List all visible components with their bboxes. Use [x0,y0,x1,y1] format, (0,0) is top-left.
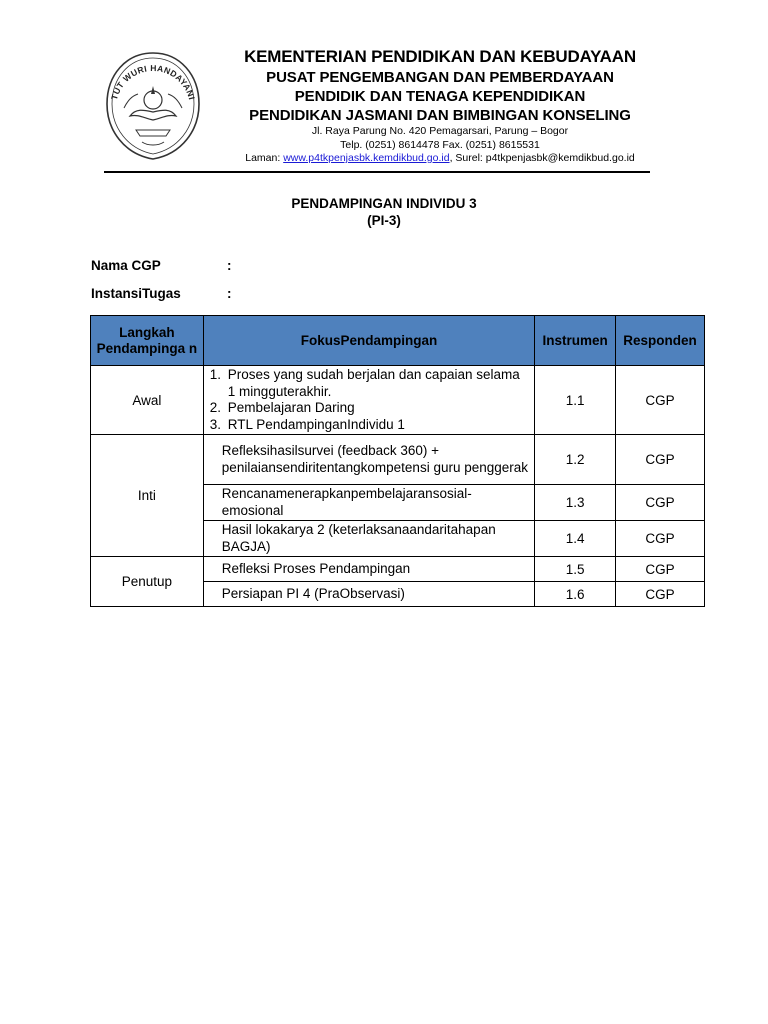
letterhead [100,40,660,174]
table-row [91,435,705,485]
center-name-line2: PENDIDIK DAN TENAGA KEPENDIDIKAN [294,88,586,105]
header-instrument: Instrumen [535,316,616,366]
table-row [91,366,705,435]
title-line2: (PI-3) [367,213,401,228]
header-respondent: Responden [616,316,705,366]
title-line1: PENDAMPINGAN INDIVIDU 3 [291,196,477,211]
focus-cell: Refleksihasilsurvei (feedback 360) + penilaiansendiritentangkompetensi guru penggerak [203,435,534,485]
focus-cell: Refleksi Proses Pendampingan [203,557,534,582]
list-item: 1. Proses yang sudah berjalan dan capaian selama 1 mingguterakhir. [209,367,520,399]
stage-penutup: Penutup [91,557,204,607]
center-name-line3: PENDIDIKAN JASMANI DAN BIMBINGAN KONSELING [249,107,631,124]
header-focus: FokusPendampingan [203,316,534,366]
instrument-cell: 1.5 [535,557,616,582]
web-prefix: Laman: [245,152,284,164]
list-item: 2. Pembelajaran Daring [209,400,355,415]
table-header-row [91,316,705,366]
letterhead-text [210,46,670,166]
focus-cell: Rencanamenerapkanpembelajaransosial-emosional [203,485,534,521]
name-label: Nama CGP [91,258,161,273]
focus-cell: Persiapan PI 4 (PraObservasi) [203,582,534,607]
respondent-cell: CGP [616,582,705,607]
ministry-name: KEMENTERIAN PENDIDIKAN DAN KEBUDAYAAN [244,47,636,66]
respondent-cell: CGP [616,521,705,557]
instrument-cell: 1.2 [535,435,616,485]
list-item: 3. RTL PendampinganIndividu 1 [209,416,405,432]
center-name-line1: PUSAT PENGEMBANGAN DAN PEMBERDAYAAN [266,69,614,86]
instrument-cell: 1.6 [535,582,616,607]
name-colon: : [227,258,232,273]
instrument-cell: 1.3 [535,485,616,521]
letterhead-rule [104,171,650,173]
svg-text:TUT WURI HANDAYANI: TUT WURI HANDAYANI [109,62,197,101]
email-text: , Surel: p4tkpenjasbk@kemdikbud.go.id [449,152,635,164]
address: Jl. Raya Parung No. 420 Pemagarsari, Parung – Bogor [311,125,569,137]
instrument-cell: 1.4 [535,521,616,557]
institution-field [91,286,232,301]
institution-label: InstansiTugas [91,286,181,301]
instrument-cell: 1.1 [535,366,616,435]
stage-awal: Awal [91,366,204,435]
focus-cell: Hasil lokakarya 2 (keterlaksanaandaritahapan BAGJA) [203,521,534,557]
respondent-cell: CGP [616,557,705,582]
institution-colon: : [227,286,232,301]
mentoring-table [90,315,705,607]
stage-inti: Inti [91,435,204,557]
respondent-cell: CGP [616,435,705,485]
table-row [91,557,705,582]
tut-wuri-handayani-logo [102,50,204,162]
focus-awal [203,366,534,435]
focus-list [210,367,528,433]
header-stage: Langkah Pendampinga n [91,316,204,366]
phone-fax: Telp. (0251) 8614478 Fax. (0251) 8615531 [340,138,540,151]
web-email-line [210,152,670,166]
respondent-cell: CGP [616,485,705,521]
respondent-cell: CGP [616,366,705,435]
document-title [0,195,768,229]
website-link[interactable]: www.p4tkpenjasbk.kemdikbud.go.id [283,152,450,164]
name-field [91,258,232,273]
